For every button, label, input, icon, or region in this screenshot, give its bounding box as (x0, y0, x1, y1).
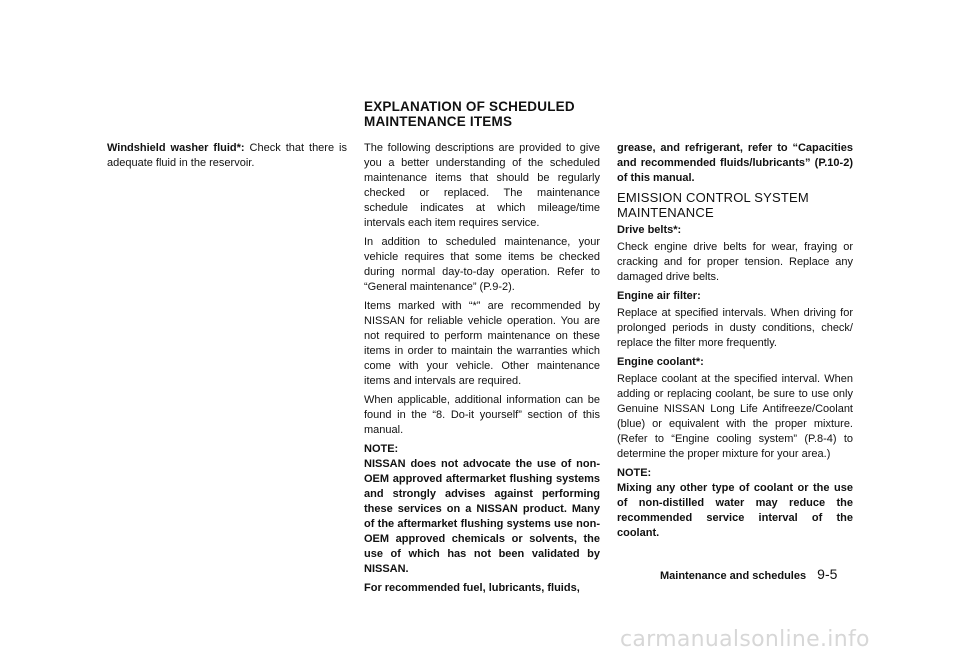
flushing-note-text: NISSAN does not advocate the use of non-OEM approved aftermarket flushing systems and strongly advises against performing these services on a NISSAN product. Many of the aftermarket flushing systems use non-OEM approved chemicals or solvents, the use of which has not been validated by NISSAN. (364, 458, 600, 575)
right-column (617, 141, 853, 545)
washer-fluid-paragraph (107, 141, 347, 171)
daily-check-paragraph: In addition to scheduled maintenance, your vehicle requires that some items be checked during normal day-to-day operation. Refer to “General maintenance” (P.9-2). (364, 236, 600, 293)
drive-belts-label: Drive belts*: (617, 224, 682, 236)
washer-fluid-text: Check that there is adequate fluid in the reservoir. (107, 142, 347, 169)
heading-line-2: MAINTENANCE ITEMS (364, 114, 513, 129)
page-footer (660, 567, 860, 584)
watermark: carmanualsonline.info (620, 627, 870, 652)
fluids-reference-text-a: grease, and refrigerant, refer to “ (617, 142, 798, 154)
page-number: 9-5 (817, 566, 838, 582)
note-label: NOTE: (364, 443, 399, 455)
heading-line-1: EXPLANATION OF SCHEDULED (364, 99, 575, 114)
capacities-link[interactable]: Capacities and recommended fluids/lubricants (617, 142, 853, 169)
additional-info-paragraph: When applicable, additional information can be found in the “8. Do-it yourself” section of this manual. (364, 394, 600, 436)
coolant-note-label: NOTE: (617, 467, 652, 479)
fluids-reference-continued (617, 141, 853, 186)
footer-section-title: Maintenance and schedules (660, 570, 807, 582)
drive-belts-text: Check engine drive belts for wear, fraying or cracking and for proper tension. Replace any damaged drive belts. (617, 241, 853, 283)
fluids-reference-text-b: ” (P.10-2) of this manual. (617, 157, 853, 184)
section-heading (364, 99, 624, 129)
fluids-reference-start: For recommended fuel, lubricants, fluids, (364, 582, 580, 594)
emission-control-subheading: EMISSION CONTROL SYSTEM MAINTENANCE (617, 190, 809, 220)
air-filter-label: Engine air filter: (617, 290, 701, 302)
left-column (107, 141, 347, 175)
intro-paragraph: The following descriptions are provided to give you a better understanding of the scheduled maintenance items that should be regularly checked or replaced. The maintenance schedule indicates at which mileage/time intervals each item requires service. (364, 142, 600, 229)
middle-column (364, 141, 600, 600)
coolant-text: Replace coolant at the specified interval. When adding or replacing coolant, be sure to use only Genuine NISSAN Long Life Antifreeze/Coolant (blue) or equivalent with the proper mixture. (Refer to “Engine cooling system” (P.8-4) to determine the proper mixture for your area.) (617, 373, 853, 460)
coolant-note-text: Mixing any other type of coolant or the use of non-distilled water may reduce the recommended service interval of the coolant. (617, 482, 853, 539)
asterisk-items-paragraph: Items marked with “*” are recommended by NISSAN for reliable vehicle operation. You are not required to perform maintenance on these items in order to maintain the warranties which come with your vehicle. Other maintenance items and intervals are required. (364, 300, 600, 387)
washer-fluid-label: Windshield washer fluid*: (107, 142, 245, 154)
air-filter-text: Replace at specified intervals. When driving for prolonged periods in dusty conditions, check/ replace the filter more frequently. (617, 307, 853, 349)
coolant-label: Engine coolant*: (617, 356, 704, 368)
